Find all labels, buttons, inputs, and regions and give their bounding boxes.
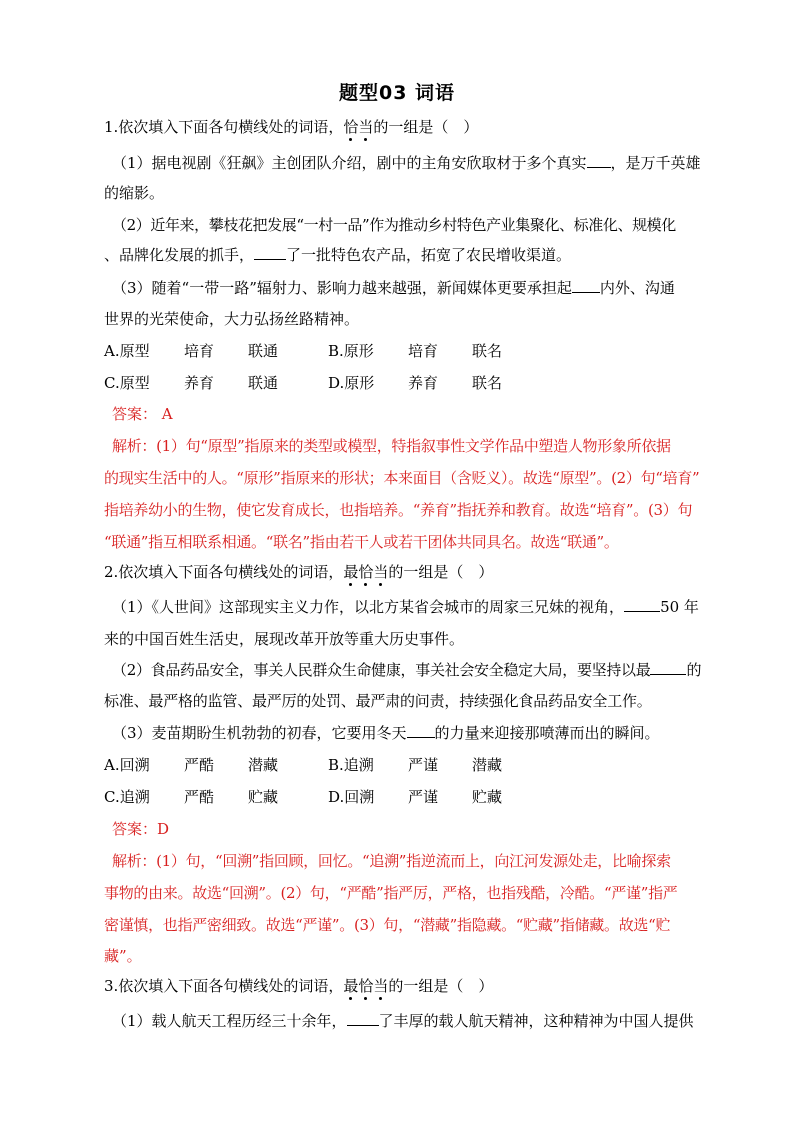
q3-stem-emphasis bbox=[343, 977, 388, 995]
q2-sentence-1: （1）《人世间》这部现实主义力作，以北方某省会城市的周家三兄妹的视角， 50 年 bbox=[112, 598, 699, 616]
emphasis-char: 恰 bbox=[358, 563, 374, 581]
q3-sentence-1: （1）载人航天工程历经三十余年， 了丰厚的载人航天精神，这种精神为中国人提供 bbox=[112, 1012, 694, 1030]
blank bbox=[624, 598, 660, 612]
q1-sentence-2-cont: 、品牌化发展的抓手， 了一批特色农产品，拓宽了农民增收渠道。 bbox=[104, 246, 572, 264]
q2-analysis-line-3: 密谨慎，也指严密细致。故选“严谨”。(3）句，“潜藏”指隐藏。“贮藏”指储藏。故选“贮 bbox=[104, 916, 671, 934]
emphasis-char: 恰 bbox=[343, 118, 359, 136]
q1-answer: 答案： A bbox=[112, 405, 173, 423]
blank bbox=[347, 1012, 379, 1026]
q1-sentence-3-cont: 世界的光荣使命，大力弘扬丝路精神。 bbox=[104, 310, 360, 328]
q2-options-row-1: A.回溯 严酷 潜藏 B.追溯 严谨 潜藏 bbox=[104, 756, 503, 774]
q1-analysis-line-4: “联通”指互相联系相通。“联名”指由若干人或若干团体共同具名。故选“联通”。 bbox=[104, 533, 619, 551]
q3-stem: 3.依次填入下面各句横线处的词语，最恰当的一组是（ ） bbox=[104, 977, 494, 995]
q2-stem-emphasis bbox=[343, 563, 388, 581]
page-title: 题型03 词语 bbox=[338, 82, 456, 104]
emphasis-char: 当 bbox=[373, 563, 389, 581]
blank bbox=[254, 246, 286, 260]
q1-analysis-line-1: 解析：(1）句“原型”指原来的类型或模型，特指叙事性文学作品中塑造人物形象所依据 bbox=[112, 437, 671, 455]
q1-stem: 1.依次填入下面各句横线处的词语，恰当的一组是（ ） bbox=[104, 118, 479, 136]
q2-answer: 答案：D bbox=[112, 820, 170, 838]
q2-analysis-line-4: 藏”。 bbox=[104, 947, 142, 965]
q1-stem-emphasis bbox=[343, 118, 373, 136]
q2-options-row-2: C.追溯 严酷 贮藏 D.回溯 严谨 贮藏 bbox=[104, 788, 503, 806]
q1-analysis-line-2: 的现实生活中的人。“原形”指原来的形状；本来面目（含贬义）。故选“原型”。(2）句“培育” bbox=[104, 469, 700, 487]
blank bbox=[587, 154, 611, 168]
q2-stem: 2.依次填入下面各句横线处的词语，最恰当的一组是（ ） bbox=[104, 563, 494, 581]
q1-analysis-line-3: 指培养幼小的生物，使它发育成长，也指培养。“养育”指抚养和教育。故选“培育”。(3）句 bbox=[104, 501, 693, 519]
q2-sentence-3: （3）麦苗期盼生机勃勃的初春，它要用冬天 的力量来迎接那喷薄而出的瞬间。 bbox=[112, 724, 660, 742]
q2-analysis-line-2: 事物的由来。故选“回溯”。(2）句，“严酷”指严厉，严格，也指残酷，冷酷。“严谨”指严 bbox=[104, 884, 678, 902]
q2-sentence-2-cont: 标准、最严格的监管、最严厉的处罚、最严肃的问责，持续强化食品药品安全工作。 bbox=[104, 692, 652, 710]
emphasis-char: 最 bbox=[343, 563, 359, 581]
emphasis-char: 当 bbox=[358, 118, 374, 136]
blank bbox=[572, 279, 600, 293]
q2-sentence-2: （2）食品药品安全，事关人民群众生命健康，事关社会安全稳定大局，要坚持以最 的 bbox=[112, 661, 702, 679]
blank bbox=[407, 724, 435, 738]
emphasis-char: 恰 bbox=[358, 977, 374, 995]
q1-options-row-1: A.原型 培育 联通 B.原形 培育 联名 bbox=[104, 342, 503, 360]
emphasis-char: 最 bbox=[343, 977, 359, 995]
q1-sentence-3: （3）随着“一带一路”辐射力、影响力越来越强，新闻媒体更要承担起 内外、沟通 bbox=[112, 279, 675, 297]
q2-sentence-1-cont: 来的中国百姓生活史，展现改革开放等重大历史事件。 bbox=[104, 630, 465, 648]
emphasis-char: 当 bbox=[373, 977, 389, 995]
q2-analysis-line-1: 解析：(1）句，“回溯”指回顾，回忆。“追溯”指逆流而上，向江河发源处走，比喻探索 bbox=[112, 852, 671, 870]
q1-sentence-2: （2）近年来，攀枝花把发展“一村一品”作为推动乡村特色产业集聚化、标准化、规模化 bbox=[112, 216, 676, 234]
blank bbox=[650, 661, 686, 675]
q1-sentence-1-cont: 的缩影。 bbox=[104, 184, 165, 202]
q1-options-row-2: C.原型 养育 联通 D.原形 养育 联名 bbox=[104, 374, 503, 392]
q1-sentence-1: （1）据电视剧《狂飙》主创团队介绍，剧中的主角安欣取材于多个真实 ，是万千英雄 bbox=[112, 154, 701, 172]
